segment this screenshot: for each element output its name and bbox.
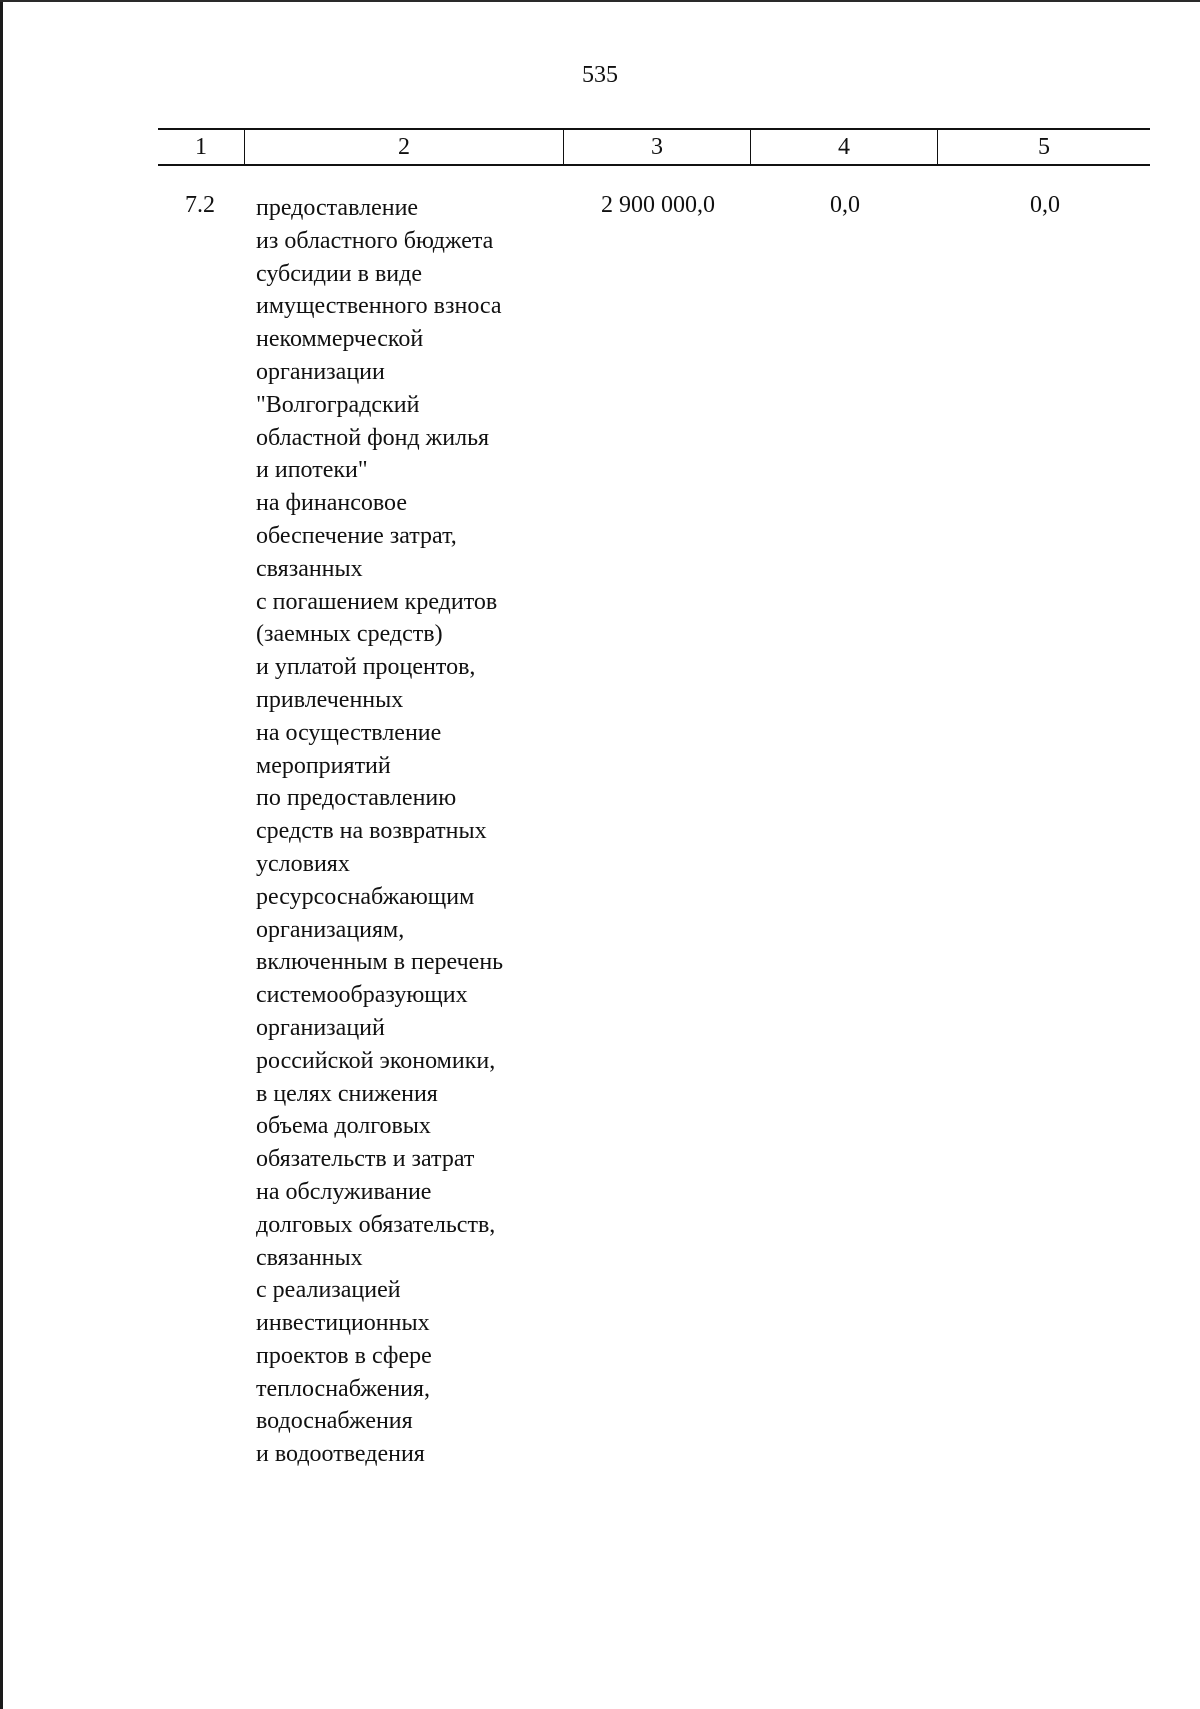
description-line: привлеченных <box>256 686 404 713</box>
description-line: организаций <box>256 1014 385 1041</box>
description-line: областной фонд жилья <box>256 424 490 451</box>
description-line: объема долговых <box>256 1113 431 1140</box>
header-col-1: 1 <box>195 134 207 160</box>
row-number: 7.2 <box>185 192 215 218</box>
description-line: условиях <box>256 850 350 877</box>
description-line: связанных <box>256 555 363 582</box>
description-line: организации <box>256 358 385 385</box>
header-col-5: 5 <box>1038 134 1050 160</box>
row-value-col-5: 0,0 <box>1030 192 1060 218</box>
description-line: мероприятий <box>256 752 391 779</box>
description-line: организациям, <box>256 916 405 943</box>
description-line: имущественного взноса <box>256 293 502 320</box>
description-line: теплоснабжения, <box>256 1375 430 1402</box>
header-col-4: 4 <box>838 134 850 160</box>
description-line: предоставление <box>256 195 419 221</box>
description-line: с реализацией <box>256 1277 401 1304</box>
description-line: и уплатой процентов, <box>256 654 476 681</box>
description-line: обязательств и затрат <box>256 1146 475 1173</box>
table-header-row <box>158 128 1150 166</box>
description-line: по предоставлению <box>256 785 457 812</box>
row-value-col-3: 2 900 000,0 <box>601 192 715 218</box>
description-line: системообразующих <box>256 982 468 1009</box>
description-line: на осуществление <box>256 719 442 746</box>
description-line: средств на возвратных <box>256 818 487 845</box>
description-line: обеспечение затрат, <box>256 522 457 549</box>
description-line: (заемных средств) <box>256 621 443 648</box>
page-number: 535 <box>582 62 618 88</box>
description-line: с погашением кредитов <box>256 588 498 615</box>
description-line: "Волгоградский <box>256 391 420 418</box>
header-col-3: 3 <box>651 134 663 160</box>
scan-edge-left <box>0 0 3 1709</box>
description-line: долговых обязательств, <box>256 1211 496 1238</box>
description-line: связанных <box>256 1244 363 1271</box>
header-col-2: 2 <box>398 134 410 160</box>
scan-edge-top <box>0 0 1200 2</box>
row-value-col-4: 0,0 <box>830 192 860 218</box>
description-line: и водоотведения <box>256 1441 425 1468</box>
description-line: ресурсоснабжающим <box>256 883 475 910</box>
description-line: проектов в сфере <box>256 1342 432 1369</box>
description-line: некоммерческой <box>256 326 424 353</box>
description-line: в целях снижения <box>256 1080 438 1107</box>
description-line: российской экономики, <box>256 1047 496 1074</box>
description-line: на финансовое <box>256 490 407 517</box>
description-line: водоснабжения <box>256 1408 413 1435</box>
description-line: из областного бюджета <box>256 227 494 254</box>
description-line: на обслуживание <box>256 1178 432 1205</box>
description-line: инвестиционных <box>256 1310 430 1337</box>
description-line: включенным в перечень <box>256 949 504 976</box>
row-description <box>256 192 566 1471</box>
description-line: и ипотеки" <box>256 457 368 484</box>
description-line: субсидии в виде <box>256 260 422 287</box>
